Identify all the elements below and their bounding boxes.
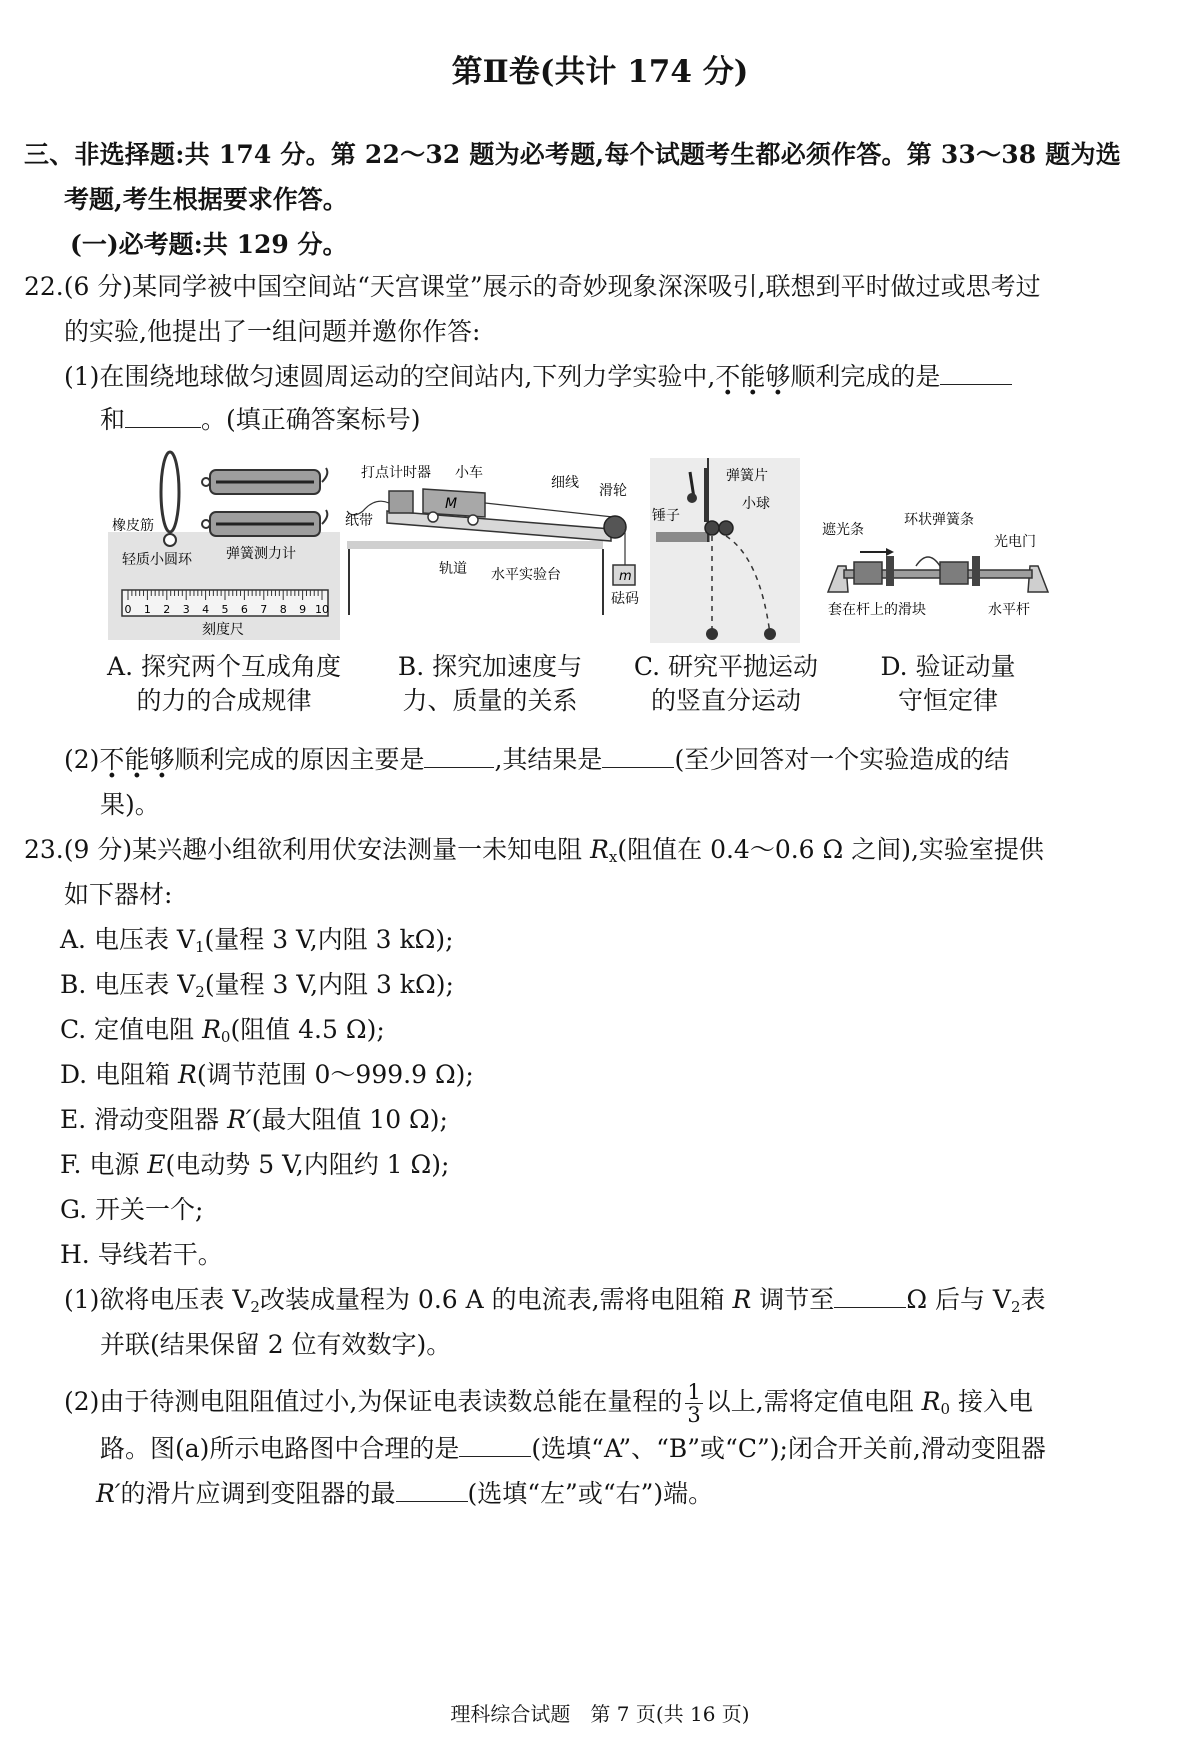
fig-c-ball-label: 小球: [742, 496, 770, 512]
q23-item-d-text-b: (调节范围 0～999.9 Ω);: [196, 1060, 474, 1089]
fig-b-timer-label: 打点计时器: [361, 465, 431, 481]
q23-part2-line3: [96, 1477, 713, 1511]
q23-rx-sub: x: [608, 848, 618, 866]
q23-item-d-r: R: [178, 1060, 197, 1089]
q23-item-g: G. 开关一个;: [60, 1195, 204, 1224]
figure-d: [822, 506, 1054, 626]
q22-stem-line1: 22.(6 分)某同学被中国空间站“天宫课堂”展示的奇妙现象深深吸引,联想到平时做过或思考过: [24, 272, 1041, 301]
q23-item-e-r: R′: [227, 1105, 252, 1134]
fig-c-hammer-label: 锤子: [652, 508, 680, 524]
fig-b-mass-label: M: [445, 496, 458, 512]
fig-b-table-label: 水平实验台: [491, 567, 561, 583]
q23-part1-r: R: [732, 1285, 752, 1314]
q23-blank-2[interactable]: [459, 1436, 531, 1457]
q22-part1-emphasis: 不能够: [715, 362, 791, 391]
q23-item-a: [60, 923, 454, 964]
q23-item-f-text-b: (电动势 5 V,内阻约 1 Ω);: [165, 1150, 450, 1179]
fig-b-caption: [370, 650, 610, 718]
fig-d-rod-label: 水平杆: [988, 602, 1030, 618]
q23-part1-line1: [64, 1283, 1046, 1324]
q22-part2-text-c: (至少回答对一个实验造成的结: [674, 745, 1010, 774]
q22-part2-line2: 果)。: [100, 790, 160, 819]
q22-part2-label: (2): [64, 745, 100, 774]
section-header-line1: 三、非选择题:共 174 分。第 22～32 题为必考题,每个试题考生都必须作答。第 33～38 题为选: [24, 140, 1121, 169]
q23-part2-text-h: (选填“左”或“右”)端。: [467, 1479, 714, 1508]
ruler-tick-label: 6: [240, 603, 248, 616]
q23-part1-line2: 并联(结果保留 2 位有效数字)。: [100, 1330, 452, 1359]
q23-stem-a: 23.(9 分)某兴趣小组欲利用伏安法测量一未知电阻: [24, 835, 591, 864]
q22-part2-line1: [64, 743, 1009, 777]
fig-d-caption: [838, 650, 1058, 718]
q22-blank-3[interactable]: [424, 747, 494, 768]
q22-part1-line2: [100, 403, 421, 437]
fig-b-caption-1: B. 探究加速度与: [397, 652, 583, 681]
ruler-tick-label: 0: [124, 603, 132, 616]
ruler-tick-label: 3: [182, 603, 190, 616]
q23-item-c-text: C. 定值电阻: [60, 1015, 203, 1044]
q23-part1-text-a: (1)欲将电压表 V: [64, 1285, 251, 1314]
q22-part2-emphasis: 不能够: [99, 745, 175, 774]
q23-blank-3[interactable]: [396, 1481, 468, 1502]
fig-b-weight-m: m: [619, 569, 632, 584]
fig-d-shade-label: 遮光条: [822, 522, 864, 538]
page-title: 第Ⅱ卷(共计 174 分): [451, 54, 749, 90]
q23-part1-text-b: 改装成量程为 0.6 A 的电流表,需将电阻箱: [259, 1285, 733, 1314]
fig-b-cart-label: 小车: [455, 465, 483, 481]
q23-part2-text-e: (选填“A”、“B”或“C”);闭合开关前,滑动变阻器: [531, 1434, 1046, 1463]
q23-stem-b: (阻值在 0.4～0.6 Ω 之间),实验室提供: [617, 835, 1044, 864]
q23-part2-line2: [100, 1432, 1046, 1466]
q22-part1-instruction: 。(填正确答案标号): [201, 405, 421, 434]
fig-c-caption: [616, 650, 836, 718]
q23-part2-text-b: 以上,需将定值电阻: [705, 1387, 922, 1416]
q23-item-b: [60, 968, 454, 1009]
fraction-denominator: 3: [687, 1403, 701, 1427]
fig-d-caption-2: 守恒定律: [897, 686, 998, 715]
fig-a-caption: [104, 650, 344, 718]
fig-a-caption-2: 的力的合成规律: [136, 686, 312, 715]
q23-item-c-r: R: [202, 1015, 221, 1044]
fig-a-ring-label: 轻质小圆环: [122, 552, 192, 568]
q23-item-c-text-b: (阻值 4.5 Ω);: [230, 1015, 385, 1044]
q23-item-f-e: E: [147, 1150, 166, 1179]
fig-d-slider-label: 套在杆上的滑块: [828, 602, 926, 618]
fig-d-spring-label: 环状弹簧条: [904, 512, 974, 528]
fig-b-weight-label: 砝码: [611, 591, 639, 607]
q23-stem-line1: [24, 833, 1044, 874]
q23-part1-text-c: 调节至: [751, 1285, 835, 1314]
q23-part2-text-c: 接入电: [950, 1387, 1033, 1416]
q22-stem-line2: 的实验,他提出了一组问题并邀你作答:: [64, 317, 481, 346]
q22-part2-text-a: 顺利完成的原因主要是: [174, 745, 425, 774]
figure-c: [650, 458, 800, 643]
q22-part2-text-b: ,其结果是: [494, 745, 603, 774]
q23-part2-line1: [64, 1378, 1033, 1433]
q22-part1-text: (1)在围绕地球做匀速圆周运动的空间站内,下列力学实验中,: [64, 362, 716, 391]
q23-part1-text-d: Ω 后与 V: [906, 1285, 1011, 1314]
fraction-numerator: 1: [687, 1380, 701, 1404]
q23-item-d: [60, 1058, 474, 1092]
q23-item-d-text: D. 电阻箱: [60, 1060, 178, 1089]
fig-b-pulley-label: 滑轮: [599, 483, 627, 499]
q23-item-b-sub: 2: [195, 983, 205, 1001]
q23-stem-line2: 如下器材:: [64, 880, 173, 909]
ruler-tick-label: 8: [279, 603, 287, 616]
q23-item-e-text-b: (最大阻值 10 Ω);: [251, 1105, 448, 1134]
q23-part2-r: R: [921, 1387, 941, 1416]
q23-item-f-text: F. 电源: [60, 1150, 148, 1179]
q22-part1-text-b: 顺利完成的是: [790, 362, 941, 391]
q23-item-c: [60, 1013, 385, 1054]
fig-b-string-label: 细线: [551, 475, 579, 491]
page-footer: 理科综合试题 第 7 页(共 16 页): [450, 1702, 750, 1726]
ruler-tick-label: 2: [163, 603, 171, 616]
q23-item-b-text: B. 电压表 V: [60, 970, 196, 999]
q23-part1-sub2: 2: [1011, 1298, 1021, 1316]
q23-part2-r-prime: R′: [96, 1479, 121, 1508]
q22-part1-and: 和: [100, 405, 126, 434]
q23-item-b-text-b: (量程 3 V,内阻 3 kΩ);: [204, 970, 454, 999]
fig-c-spring-label: 弹簧片: [726, 468, 768, 484]
q23-item-h: H. 导线若干。: [60, 1240, 223, 1269]
section-header-line2: 考题,考生根据要求作答。: [64, 185, 348, 214]
q23-part2-sub: 0: [940, 1400, 951, 1418]
ruler-tick-label: 7: [260, 603, 268, 616]
fig-a-caption-1: A. 探究两个互成角度: [107, 652, 341, 681]
ruler-tick-label: 10: [315, 603, 329, 616]
q23-part2-text-g: 的滑片应调到变阻器的最: [120, 1479, 396, 1508]
q23-part2-text-d: 路。图(a)所示电路图中合理的是: [100, 1434, 460, 1463]
fig-b-caption-2: 力、质量的关系: [402, 686, 578, 715]
fig-a-meter-label: 弹簧测力计: [226, 546, 296, 562]
ruler-tick-label: 1: [143, 603, 151, 616]
fig-c-caption-1: C. 研究平抛运动: [633, 652, 819, 681]
q23-item-a-sub: 1: [194, 938, 205, 956]
ruler-tick-label: 4: [202, 603, 210, 616]
section-subheader: (一)必考题:共 129 分。: [70, 230, 348, 259]
fig-c-caption-2: 的竖直分运动: [650, 686, 801, 715]
q22-blank-1[interactable]: [940, 364, 1012, 385]
ruler-tick-label: 9: [299, 603, 307, 616]
figure-b: [345, 455, 645, 635]
q23-item-a-text: A. 电压表 V: [60, 925, 195, 954]
q23-item-a-text-b: (量程 3 V,内阻 3 kΩ);: [204, 925, 454, 954]
q22-blank-2[interactable]: [125, 407, 201, 428]
fig-a-rubber-label: 橡皮筋: [112, 518, 154, 534]
ruler-tick-label: 5: [221, 603, 229, 616]
q22-part1-line1: [64, 360, 1012, 394]
q23-blank-1[interactable]: [834, 1287, 906, 1308]
fig-a-ruler-label: 刻度尺: [202, 622, 244, 638]
fig-d-caption-1: D. 验证动量: [880, 652, 1016, 681]
q22-blank-4[interactable]: [602, 747, 674, 768]
q23-rx: R: [590, 835, 609, 864]
q23-part1-sub: 2: [250, 1298, 260, 1316]
q23-item-c-sub: 0: [220, 1028, 231, 1046]
figure-a: [108, 450, 340, 640]
q23-item-f: [60, 1148, 449, 1182]
q23-part1-text-e: 表: [1020, 1285, 1046, 1314]
fig-b-track-label: 轨道: [439, 561, 467, 577]
fig-d-gate-label: 光电门: [994, 534, 1036, 550]
q23-part2-text-a: (2)由于待测电阻阻值过小,为保证电表读数总能在量程的: [64, 1387, 683, 1416]
q23-item-e-text: E. 滑动变阻器: [60, 1105, 228, 1134]
q23-item-e: [60, 1103, 448, 1137]
fig-b-tape-label: 纸带: [345, 513, 373, 529]
fraction-one-third: [685, 1381, 702, 1426]
